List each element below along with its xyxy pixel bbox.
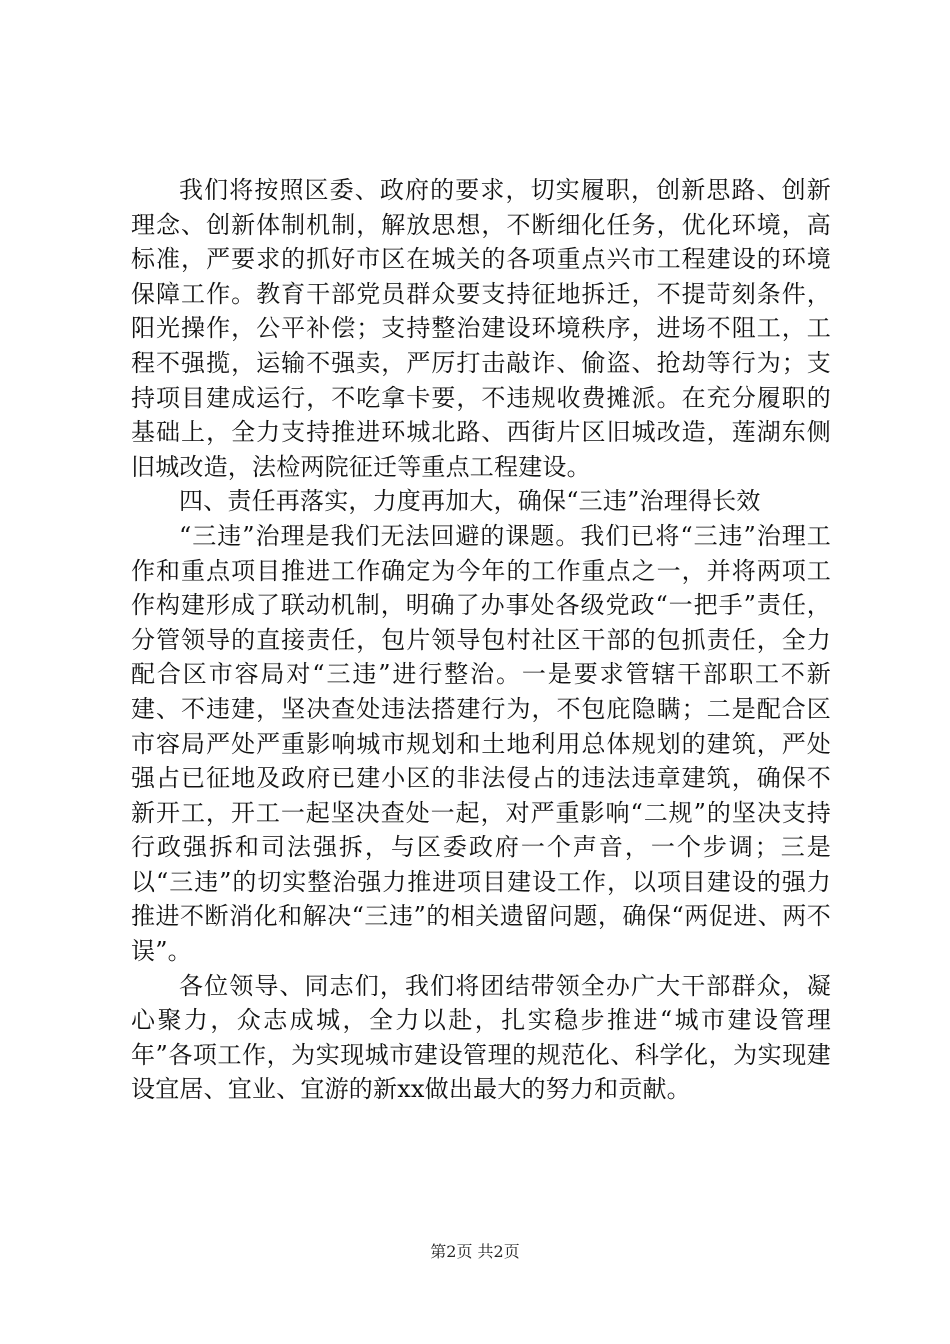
page-number-footer: 第2页 共2页 <box>430 1242 520 1261</box>
section-heading-four: 四、责任再落实，力度再加大，确保“三违”治理得长效 <box>179 487 761 516</box>
document-body <box>131 173 831 1107</box>
paragraph-closing: 各位领导、同志们，我们将团结带领全办广大干部群众，凝心聚力，众志成城，全力以赴，扎实稳步推进“城市建设管理年”各项工作，为实现城市建设管理的规范化、科学化，为实现建设宜居、宜业、宜游的新xx做出最大的努力和贡献。 <box>131 971 831 1104</box>
paragraph-environment-guarantee: 我们将按照区委、政府的要求，切实履职，创新思路、创新理念、创新体制机制，解放思想，不断细化任务，优化环境，高标准，严要求的抓好市区在城关的各项重点兴市工程建设的环境保障工作。教育干部党员群众要支持征地拆迁，不提苛刻条件，阳光操作，公平补偿；支持整治建设环境秩序，进场不阻工，工程不强揽，运输不强卖，严厉打击敲诈、偷盗、抢劫等行为；支持项目建成运行，不吃拿卡要，不违规收费摊派。在充分履职的基础上，全力支持推进环城北路、西街片区旧城改造，莲湖东侧旧城改造，法检两院征迁等重点工程建设。 <box>131 176 831 481</box>
paragraph-three-violations: “三违”治理是我们无法回避的课题。我们已将“三违”治理工作和重点项目推进工作确定为今年的工作重点之一，并将两项工作构建形成了联动机制，明确了办事处各级党政“一把手”责任，分管领导的直接责任，包片领导包村社区干部的包抓责任，全力配合区市容局对“三违”进行整治。一是要求管辖干部职工不新建、不违建，坚决查处违法搭建行为，不包庇隐瞒；二是配合区市容局严处严重影响城市规划和土地利用总体规划的建筑，严处强占已征地及政府已建小区的非法侵占的违法违章建筑，确保不新开工，开工一起坚决查处一起，对严重影响“二规”的坚决支持行政强拆和司法强拆，与区委政府一个声音，一个步调；三是以“三违”的切实整治强力推进项目建设工作，以项目建设的强力推进不断消化和解决“三违”的相关遗留问题，确保“两促进、两不误”。 <box>131 521 831 966</box>
